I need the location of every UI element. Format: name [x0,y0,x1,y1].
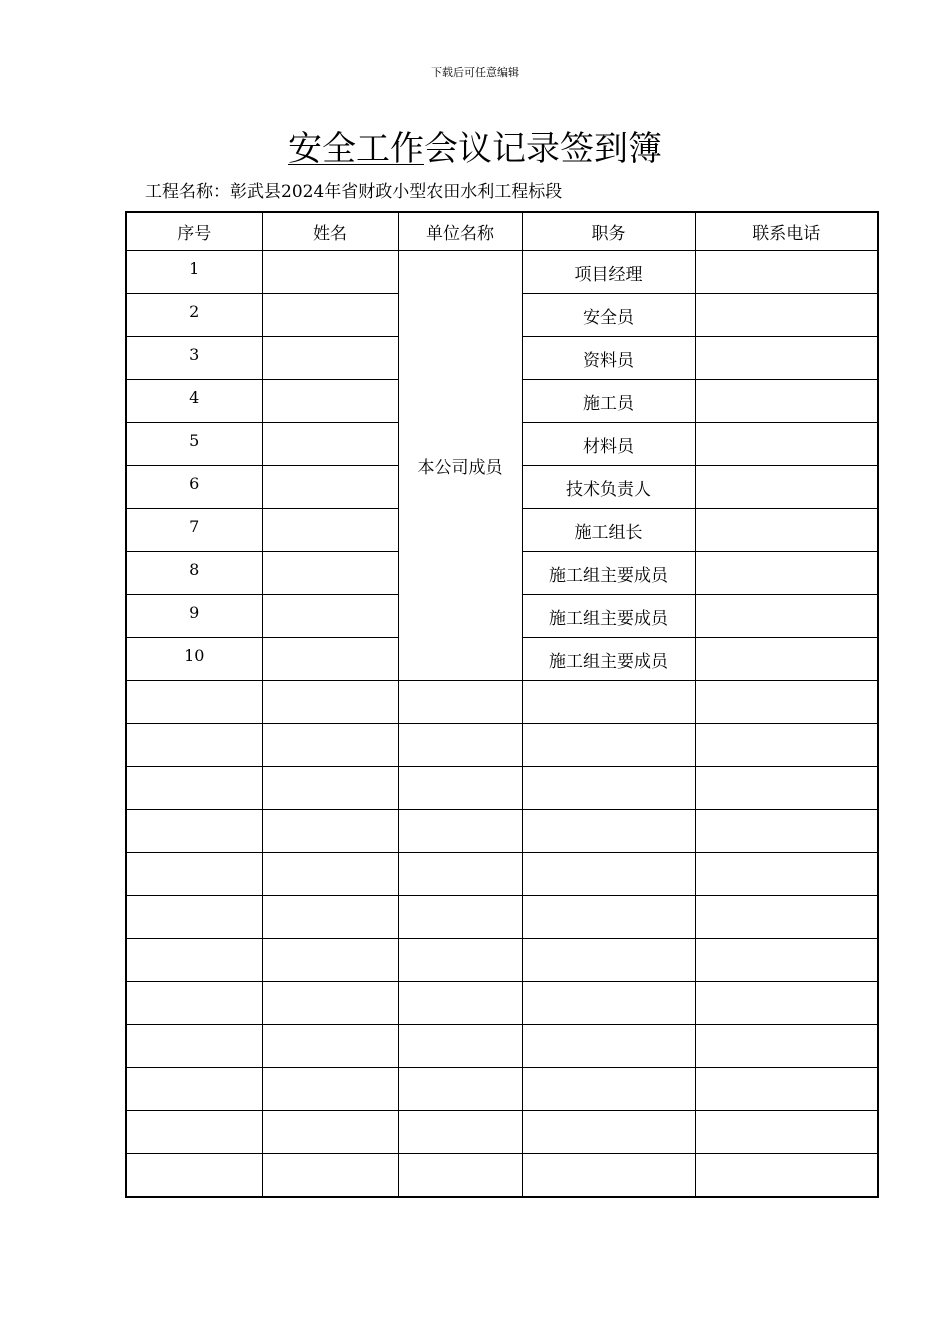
position-cell[interactable] [522,810,695,853]
project-name-label: 工程名称： [145,182,230,202]
unit-name-cell[interactable] [398,810,522,853]
row-number[interactable] [126,681,262,724]
name-cell[interactable] [262,337,398,380]
phone-cell[interactable] [695,681,878,724]
unit-name-cell[interactable] [398,896,522,939]
name-cell[interactable] [262,724,398,767]
blank-table-row [126,1154,878,1198]
position-cell: 技术负责人 [522,466,695,509]
title-underlined-part: 安全工作 [288,129,424,169]
blank-table-row [126,810,878,853]
header-phone: 联系电话 [695,212,878,251]
phone-cell[interactable] [695,767,878,810]
row-number[interactable] [126,1111,262,1154]
phone-cell[interactable] [695,337,878,380]
phone-cell[interactable] [695,1154,878,1198]
sign-in-table [125,211,879,1198]
row-number[interactable] [126,1068,262,1111]
row-number: 7 [126,509,262,552]
row-number: 2 [126,294,262,337]
phone-cell[interactable] [695,810,878,853]
row-number[interactable] [126,939,262,982]
row-number[interactable] [126,896,262,939]
phone-cell[interactable] [695,380,878,423]
name-cell[interactable] [262,810,398,853]
row-number[interactable] [126,724,262,767]
position-cell: 施工组主要成员 [522,595,695,638]
blank-table-row [126,1068,878,1111]
phone-cell[interactable] [695,595,878,638]
position-cell: 施工组主要成员 [522,552,695,595]
position-cell: 项目经理 [522,251,695,294]
blank-table-row [126,1025,878,1068]
row-number: 10 [126,638,262,681]
blank-table-row [126,681,878,724]
position-cell[interactable] [522,939,695,982]
project-name-value: 彰武县2024年省财政小型农田水利工程标段 [230,182,563,202]
phone-cell[interactable] [695,552,878,595]
position-cell[interactable] [522,982,695,1025]
name-cell[interactable] [262,1068,398,1111]
header-position: 职务 [522,212,695,251]
name-cell[interactable] [262,423,398,466]
unit-name-cell[interactable] [398,1154,522,1198]
row-number: 3 [126,337,262,380]
blank-table-row [126,1111,878,1154]
blank-table-row [126,896,878,939]
phone-cell[interactable] [695,1068,878,1111]
position-cell[interactable] [522,1025,695,1068]
phone-cell[interactable] [695,853,878,896]
name-cell[interactable] [262,767,398,810]
unit-name-cell[interactable] [398,1068,522,1111]
table-header-row [126,212,878,251]
unit-name-cell[interactable] [398,939,522,982]
position-cell: 施工员 [522,380,695,423]
row-number[interactable] [126,1025,262,1068]
table-row [126,251,878,294]
unit-name-cell[interactable] [398,853,522,896]
position-cell[interactable] [522,1154,695,1198]
project-name-line [145,180,562,204]
header-unit: 单位名称 [398,212,522,251]
name-cell[interactable] [262,1111,398,1154]
blank-table-row [126,982,878,1025]
unit-name-cell: 本公司成员 [398,251,522,681]
row-number: 1 [126,251,262,294]
phone-cell[interactable] [695,294,878,337]
position-cell: 材料员 [522,423,695,466]
position-cell[interactable] [522,896,695,939]
name-cell[interactable] [262,294,398,337]
phone-cell[interactable] [695,982,878,1025]
name-cell[interactable] [262,896,398,939]
table-body [126,251,878,1198]
phone-cell[interactable] [695,638,878,681]
row-number[interactable] [126,810,262,853]
phone-cell[interactable] [695,423,878,466]
phone-cell[interactable] [695,509,878,552]
name-cell[interactable] [262,939,398,982]
name-cell[interactable] [262,982,398,1025]
name-cell[interactable] [262,509,398,552]
phone-cell[interactable] [695,251,878,294]
name-cell[interactable] [262,251,398,294]
page-title [0,126,950,172]
position-cell[interactable] [522,724,695,767]
name-cell[interactable] [262,1154,398,1198]
unit-name-cell[interactable] [398,982,522,1025]
position-cell[interactable] [522,767,695,810]
blank-table-row [126,939,878,982]
phone-cell[interactable] [695,724,878,767]
row-number[interactable] [126,982,262,1025]
position-cell: 施工组长 [522,509,695,552]
unit-name-cell[interactable] [398,767,522,810]
row-number: 6 [126,466,262,509]
position-cell: 安全员 [522,294,695,337]
blank-table-row [126,767,878,810]
phone-cell[interactable] [695,939,878,982]
unit-name-cell[interactable] [398,681,522,724]
name-cell[interactable] [262,681,398,724]
row-number[interactable] [126,767,262,810]
position-cell: 资料员 [522,337,695,380]
position-cell[interactable] [522,853,695,896]
blank-table-row [126,853,878,896]
phone-cell[interactable] [695,896,878,939]
unit-name-cell[interactable] [398,1025,522,1068]
title-rest: 会议记录签到簿 [424,129,662,169]
row-number: 8 [126,552,262,595]
position-cell[interactable] [522,1068,695,1111]
position-cell: 施工组主要成员 [522,638,695,681]
name-cell[interactable] [262,1025,398,1068]
name-cell[interactable] [262,853,398,896]
name-cell[interactable] [262,638,398,681]
phone-cell[interactable] [695,1025,878,1068]
row-number[interactable] [126,853,262,896]
row-number: 9 [126,595,262,638]
header-note: 下载后可任意编辑 [431,66,519,79]
row-number: 5 [126,423,262,466]
unit-name-cell[interactable] [398,1111,522,1154]
position-cell[interactable] [522,681,695,724]
blank-table-row [126,724,878,767]
position-cell[interactable] [522,1111,695,1154]
name-cell[interactable] [262,552,398,595]
name-cell[interactable] [262,380,398,423]
header-name: 姓名 [262,212,398,251]
phone-cell[interactable] [695,1111,878,1154]
header-no: 序号 [126,212,262,251]
phone-cell[interactable] [695,466,878,509]
row-number[interactable] [126,1154,262,1198]
unit-name-cell[interactable] [398,724,522,767]
name-cell[interactable] [262,466,398,509]
name-cell[interactable] [262,595,398,638]
row-number: 4 [126,380,262,423]
